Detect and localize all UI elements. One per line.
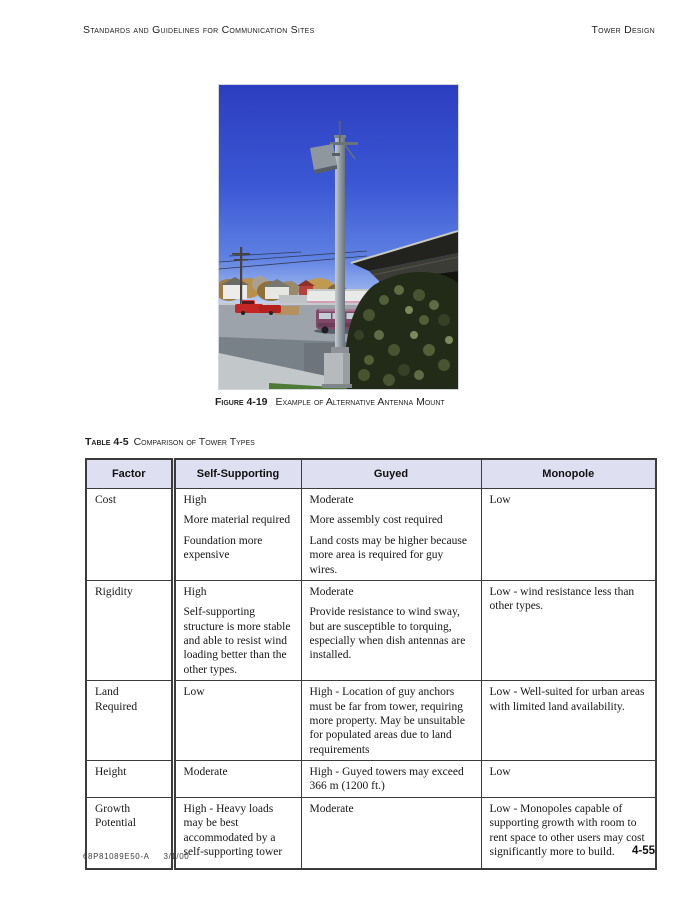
cell-text: High - Heavy loads may be best accommodated by a self-supporting tower [183,803,283,859]
doc-date: 3/1/00 [163,852,190,861]
table-row [86,580,656,680]
cell-text: High [183,585,207,598]
comparison-cell [481,798,656,869]
figure-label: Figure 4-19 [215,396,268,408]
page-number: 4-55 [631,845,655,857]
page-footer-left [83,852,203,861]
cell-text: Height [95,766,127,778]
cell-text: Foundation more expensive [183,534,263,562]
table-body [86,489,656,869]
cell-text: Low [183,686,205,699]
cell-text: Moderate [183,766,228,778]
factor-cell [86,580,173,680]
cell-text: Low - Monopoles capable of supporting growth with room to rent space to other users may cost significantly more to build. [489,803,645,859]
cell-text: Moderate [309,494,354,506]
comparison-cell [481,489,656,581]
comparison-cell [481,681,656,761]
cell-text: More material required [183,514,291,527]
table-title [85,436,255,448]
cell-text: Land costs may be higher because more area is required for guy wires. [309,534,467,576]
cell-text: Cost [95,494,117,506]
cell-text: Moderate [309,803,354,815]
comparison-cell [301,489,481,581]
cell-text: Low - Well-suited for urban areas with limited land availability. [489,686,645,713]
cell-text: Low [489,766,511,778]
cell-text: Self-supporting structure is more stable and able to resist wind loading better than the other types. [183,606,291,676]
figure-caption-text: Example of Alternative Antenna Mount [275,396,445,408]
column-header-self-supporting: Self-Supporting [173,459,301,489]
table-title-text: Comparison of Tower Types [133,436,255,448]
comparison-cell [173,489,301,581]
antenna-photo [219,85,458,389]
cell-text: Low [489,494,511,506]
cell-text: Growth Potential [95,803,136,830]
comparison-cell [173,681,301,761]
column-header-monopole: Monopole [481,459,656,489]
comparison-cell [481,761,656,798]
cell-text: High [183,494,207,506]
table-row [86,489,656,581]
header-right-title: Tower Design [591,24,655,36]
comparison-cell [301,761,481,798]
page-header [83,24,655,36]
cell-text: High - Location of guy anchors must be far from tower, requiring more property. May be unsuitable for populated areas due to land requirements [309,686,465,756]
table-row [86,761,656,798]
antenna-photo-figure [218,84,459,390]
pole-base [322,347,352,388]
column-header-factor: Factor [86,459,173,489]
cell-text: More assembly cost required [309,514,443,527]
factor-cell [86,489,173,581]
comparison-cell [301,681,481,761]
doc-number: 68P81089E50-A [83,852,150,861]
tower-comparison-table [85,458,657,870]
factor-cell [86,761,173,798]
table-row [86,681,656,761]
factor-cell [86,681,173,761]
cell-text: Land Required [95,686,138,713]
comparison-cell [481,580,656,680]
table-label: Table 4-5 [85,436,129,448]
cell-text: Moderate [309,585,354,598]
comparison-cell [301,580,481,680]
comparison-cell [173,580,301,680]
column-header-guyed: Guyed [301,459,481,489]
cell-text: Provide resistance to wind sway, but are susceptible to torquing, especially when dish antennas are installed. [309,606,466,662]
comparison-cell [173,761,301,798]
cell-text: Rigidity [95,585,133,598]
cell-text: High - Guyed towers may exceed 366 m (1200 ft.) [309,766,464,793]
table-header-row [86,459,656,489]
cell-text: Low - wind resistance less than other types. [489,585,635,613]
header-left-title: Standards and Guidelines for Communication Sites [83,24,315,36]
comparison-cell [301,798,481,869]
figure-caption [215,396,445,408]
